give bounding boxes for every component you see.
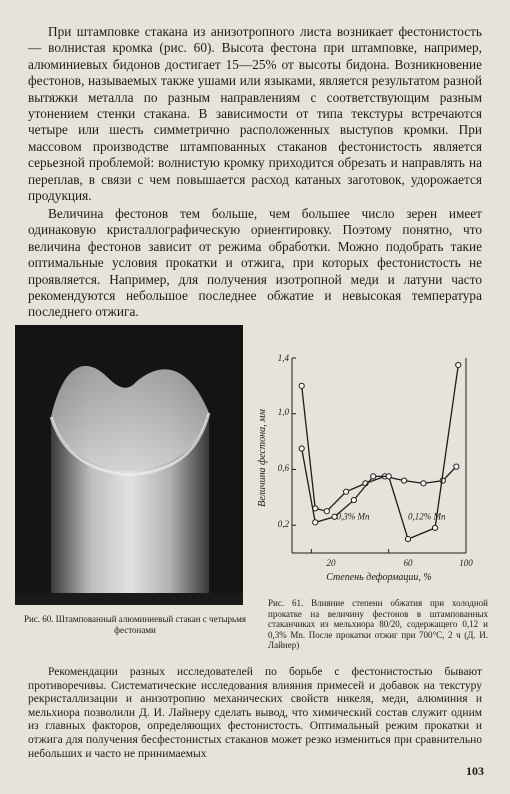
festoon-chart-svg bbox=[252, 348, 492, 596]
page-number: 103 bbox=[466, 764, 484, 778]
figure-60-caption: Рис. 60. Штампованный алюминиевый стакан с четырьмя фестонами bbox=[23, 614, 246, 635]
series-2-point-9 bbox=[456, 362, 461, 367]
series-2-point-8 bbox=[432, 525, 437, 530]
series-label-2: 0,12% Mn bbox=[408, 511, 446, 522]
y-tick-label-2: 0,6 bbox=[277, 463, 289, 473]
paragraph-2: Величина фестонов тем больше, чем большее число зерен имеет одинаковую кристаллографическую ориентировку. Поэтому понятно, что величина фестонов зависит от режима обработки. Можно подобрать такие оптимальные условия прокатки и отжига, при которых фестонистость не проявляется. Например, для получения изотропной меди и латуни часто рекомендуются небольшое последнее обжатие и невысокая температура последнего отжига. bbox=[28, 206, 482, 320]
series-line-1 bbox=[302, 386, 457, 511]
series-1-point-1 bbox=[299, 383, 304, 388]
series-1-point-8 bbox=[421, 481, 426, 486]
series-1-point-10 bbox=[454, 464, 459, 469]
series-2-point-1 bbox=[299, 446, 304, 451]
series-label-1: 0,3% Mn bbox=[336, 511, 370, 522]
y-tick-label-4: 1,4 bbox=[277, 353, 289, 363]
series-2-point-7 bbox=[405, 536, 410, 541]
series-2-point-2 bbox=[313, 520, 318, 525]
series-2-point-5 bbox=[371, 474, 376, 479]
paragraph-3: Рекомендации разных исследователей по борьбе с фестонистостью бывают противоречивы. Систематические исследования влияния примесей и добавок на текстуру рекристаллизации и анизотропию механических свойств никеля, меди, алюминия и мельхиора позволили Д. И. Лайнеру сделать вывод, что химический состав служит одним из главных факторов, определяющих фестонистость. Оптимальный режим прокатки и отжига для получения бесфестонистых стаканов может резко измениться при сравнительно небольших и часто не принимаемых bbox=[28, 666, 482, 760]
y-tick-label-1: 0,2 bbox=[277, 519, 289, 529]
x-tick-label-3: 100 bbox=[459, 558, 473, 568]
series-2-point-4 bbox=[351, 497, 356, 502]
figure-60-photo bbox=[15, 325, 243, 605]
series-1-point-7 bbox=[402, 478, 407, 483]
paragraph-1: При штамповке стакана из анизотропного листа возникает фестонистость — волнистая кромка (рис. 60). Высота фестона при штамповке, например, алюминиевых бидонов достигает 15—25% от высоты бидона. Возникновение фестонов, называемых также ушами или языками, является результатом разной вытяжки металла по разным направлениям с соответствующим разным утонением стенки стакана. В зависимости от типа текстуры встречаются четыре или шесть симметрично расположенных выступов кромки. При массовом производстве штампованных стаканов фестонистость является серьезной проблемой: волнистую кромку приходится обрезать и направлять на переплав, в связи с чем повышается расход катаных заготовок, удорожается продукция. bbox=[28, 24, 482, 204]
x-axis-label: Степень деформации, % bbox=[326, 572, 432, 583]
x-tick-label-1: 20 bbox=[326, 558, 336, 568]
y-axis-label: Величина фестона, мм bbox=[257, 409, 268, 507]
series-1-point-4 bbox=[344, 489, 349, 494]
figure-61-caption: Рис. 61. Влияние степени обжатия при холодной прокатке на величину фестонов в штампованных стаканчиках из мельхиора 80/20, содержащего 0,12 и 0,3% Mn. После прокатки отжиг при 700°С, 2 ч (Д. И. Лайнер) bbox=[268, 598, 488, 651]
y-tick-label-3: 1,0 bbox=[277, 407, 289, 417]
figure-61-chart bbox=[252, 348, 492, 596]
x-tick-label-2: 60 bbox=[403, 558, 413, 568]
ticks-layer bbox=[292, 358, 466, 553]
annotation-layer bbox=[336, 512, 446, 522]
series-2-point-6 bbox=[386, 474, 391, 479]
series-1-point-3 bbox=[324, 509, 329, 514]
scalloped-cup-image bbox=[15, 325, 243, 605]
